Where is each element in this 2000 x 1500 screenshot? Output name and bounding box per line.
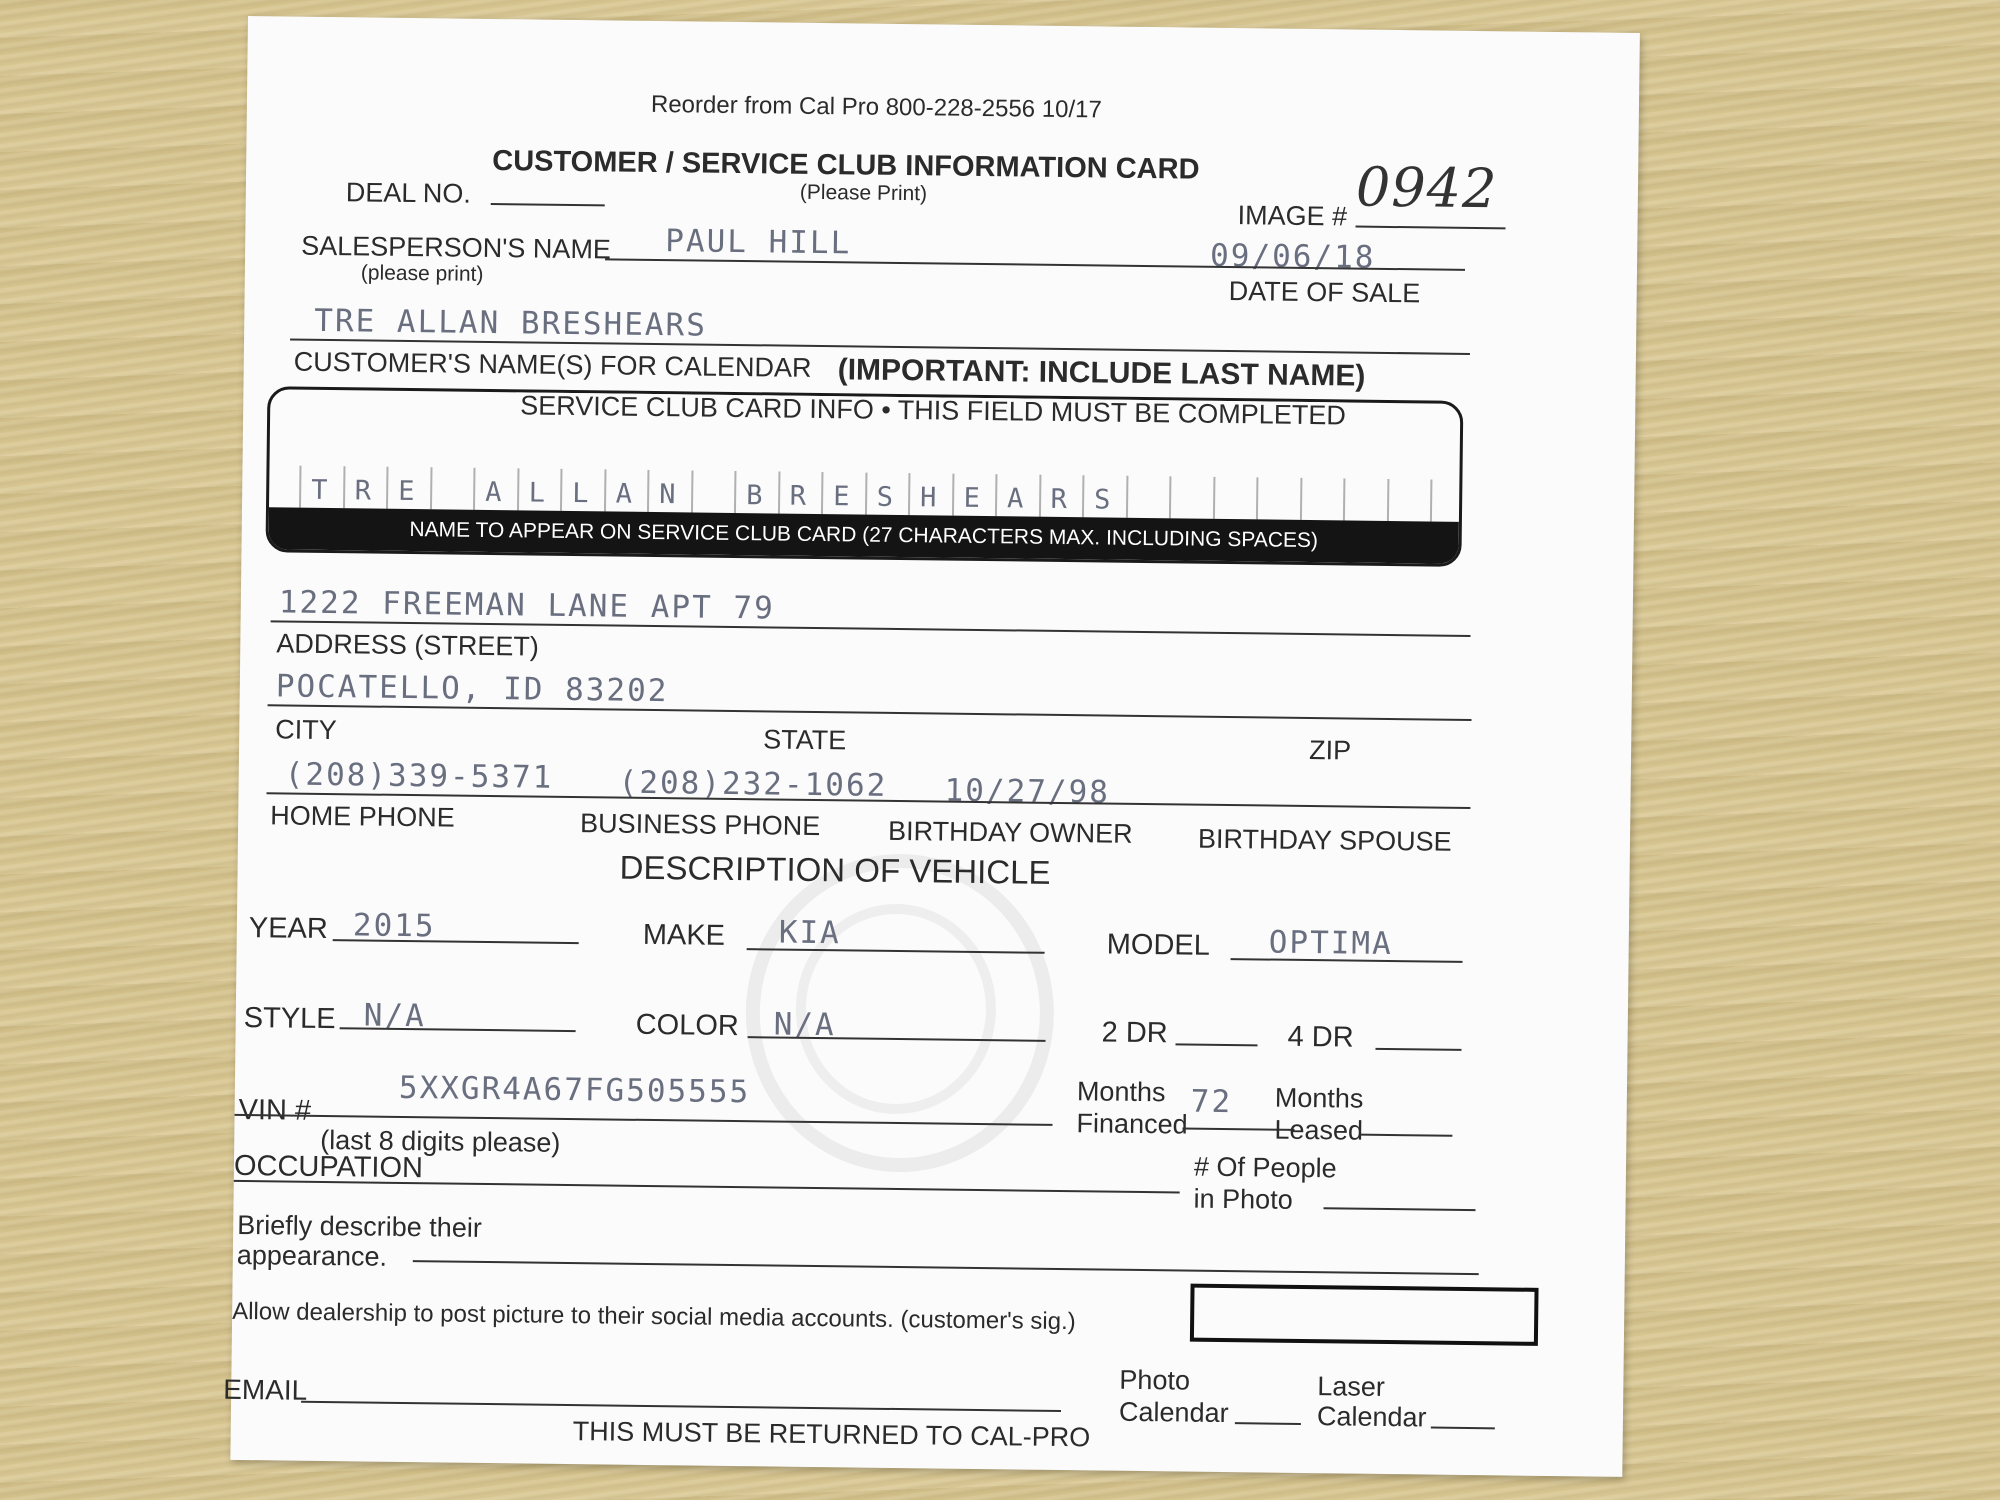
- image-label: IMAGE #: [1237, 200, 1348, 232]
- reorder-note: Reorder from Cal Pro 800-228-2556 10/17: [650, 90, 1103, 124]
- club-cell-divider: [473, 468, 476, 510]
- two-door-label: 2 DR: [1101, 1016, 1168, 1050]
- club-cell-divider: [429, 467, 432, 509]
- service-club-footer: NAME TO APPEAR ON SERVICE CLUB CARD (27 CHARACTERS MAX. INCLUDING SPACES): [268, 507, 1458, 564]
- club-letter: L: [528, 477, 546, 509]
- club-cell-divider: [386, 467, 389, 509]
- state-label: STATE: [763, 724, 847, 756]
- club-letter: R: [789, 480, 807, 512]
- home-phone-value: (208)339-5371: [284, 756, 554, 796]
- club-cell-divider: [342, 466, 345, 508]
- club-cell-divider: [516, 468, 519, 510]
- club-cell-divider: [690, 470, 693, 512]
- vin-label: VIN #: [238, 1093, 312, 1127]
- image-number-field[interactable]: [1355, 226, 1505, 230]
- vin-sub-label: (last 8 digits please): [320, 1124, 561, 1158]
- club-cell-divider: [864, 473, 867, 515]
- year-label: YEAR: [248, 912, 329, 946]
- club-cell-divider: [951, 474, 954, 516]
- customer-name-value: TRE ALLAN BRESHEARS: [314, 302, 708, 344]
- club-cell-divider: [1343, 478, 1346, 520]
- club-cell-divider: [1256, 477, 1259, 519]
- club-cell-divider: [995, 474, 998, 516]
- salesperson-label: SALESPERSON'S NAME: [301, 230, 612, 265]
- salesperson-value: PAUL HILL: [665, 223, 852, 262]
- vin-value: 5XXGR4A67FG505555: [398, 1069, 751, 1111]
- club-letter: E: [963, 482, 981, 514]
- make-label: MAKE: [642, 918, 726, 952]
- months-leased-field[interactable]: [1360, 1134, 1452, 1137]
- club-cell-divider: [299, 466, 302, 508]
- club-cell-divider: [1169, 476, 1172, 518]
- four-door-field[interactable]: [1375, 1048, 1461, 1051]
- laser-calendar-label-1: Laser: [1317, 1371, 1386, 1402]
- signature-box[interactable]: [1190, 1284, 1539, 1346]
- club-cell-divider: [1038, 475, 1041, 517]
- club-cell-divider: [1125, 476, 1128, 518]
- months-leased-label-1: Months: [1274, 1082, 1364, 1114]
- zip-label: ZIP: [1308, 735, 1352, 766]
- laser-calendar-field[interactable]: [1431, 1427, 1495, 1430]
- info-card: [223, 16, 1640, 1477]
- club-letter: E: [398, 475, 415, 508]
- vehicle-section-title: DESCRIPTION OF VEHICLE: [619, 848, 1051, 891]
- club-letter: R: [1050, 483, 1068, 516]
- club-letter: A: [1006, 483, 1024, 515]
- year-value: 2015: [352, 907, 436, 945]
- email-field[interactable]: [301, 1401, 1061, 1412]
- model-label: MODEL: [1106, 928, 1211, 962]
- club-cell-divider: [1430, 479, 1433, 521]
- club-letter: L: [572, 477, 589, 510]
- birthday-owner-label: BIRTHDAY OWNER: [887, 815, 1133, 849]
- business-phone-label: BUSINESS PHONE: [579, 808, 821, 842]
- months-financed-value: 72: [1190, 1083, 1233, 1121]
- club-cell-divider: [734, 471, 737, 513]
- club-cell-divider: [821, 472, 824, 514]
- club-cell-divider: [908, 473, 911, 515]
- months-financed-label-2: Financed: [1076, 1108, 1188, 1140]
- appearance-field[interactable]: [413, 1260, 1479, 1275]
- birthday-owner-value: 10/27/98: [944, 772, 1111, 811]
- months-leased-label-2: Leased: [1274, 1114, 1364, 1146]
- occupation-label: OCCUPATION: [233, 1149, 424, 1185]
- club-cell-divider: [1212, 477, 1215, 519]
- club-cell-divider: [560, 469, 563, 511]
- date-of-sale-label: DATE OF SALE: [1228, 276, 1421, 309]
- club-letter: T: [311, 474, 328, 507]
- people-in-photo-label-1: # Of People: [1193, 1151, 1337, 1184]
- occupation-field[interactable]: [234, 1180, 1180, 1194]
- model-value: OPTIMA: [1268, 924, 1393, 963]
- service-club-box: [265, 386, 1463, 567]
- club-cell-divider: [777, 472, 780, 514]
- months-financed-label-1: Months: [1076, 1076, 1166, 1108]
- photo-calendar-label-1: Photo: [1119, 1364, 1191, 1396]
- social-permission-text: Allow dealership to post picture to their social media accounts. (customer's sig.): [232, 1297, 1076, 1336]
- club-cell-divider: [1386, 479, 1389, 521]
- club-letter: A: [485, 476, 502, 509]
- photo-calendar-field[interactable]: [1235, 1422, 1301, 1425]
- customer-name-label: CUSTOMER'S NAME(S) FOR CALENDAR: [293, 346, 812, 383]
- color-value: N/A: [773, 1006, 836, 1044]
- club-cell-divider: [647, 470, 650, 512]
- city-value: POCATELLO, ID 83202: [275, 668, 669, 710]
- club-cell-divider: [1082, 475, 1085, 517]
- laser-calendar-label-2: Calendar: [1316, 1401, 1427, 1433]
- service-club-header: SERVICE CLUB CARD INFO • THIS FIELD MUST BE COMPLETED: [516, 390, 1350, 431]
- email-label: EMAIL: [223, 1373, 308, 1406]
- photo-calendar-label-2: Calendar: [1118, 1396, 1229, 1429]
- club-letter: N: [658, 479, 676, 511]
- form-title: CUSTOMER / SERVICE CLUB INFORMATION CARD: [492, 144, 1200, 186]
- important-note: (IMPORTANT: INCLUDE LAST NAME): [837, 353, 1366, 393]
- color-label: COLOR: [635, 1008, 740, 1043]
- return-note: THIS MUST BE RETURNED TO CAL-PRO: [572, 1416, 1091, 1453]
- address-value: 1222 FREEMAN LANE APT 79: [278, 584, 775, 627]
- club-cell-divider: [603, 469, 606, 511]
- style-value: N/A: [363, 997, 427, 1035]
- club-letter: S: [876, 481, 894, 513]
- deal-no-label: DEAL NO.: [345, 177, 472, 209]
- city-label: CITY: [275, 714, 337, 746]
- model-field[interactable]: [1231, 958, 1463, 963]
- four-door-label: 4 DR: [1287, 1020, 1354, 1054]
- home-phone-label: HOME PHONE: [270, 800, 455, 833]
- birthday-spouse-label: BIRTHDAY SPOUSE: [1197, 823, 1452, 857]
- image-number-handwritten: 0942: [1355, 155, 1498, 221]
- people-in-photo-field[interactable]: [1324, 1207, 1476, 1211]
- deal-no-field[interactable]: [491, 203, 605, 206]
- club-letter: H: [919, 482, 937, 514]
- club-letter: R: [354, 475, 372, 507]
- style-label: STYLE: [243, 1002, 336, 1036]
- please-print-note: (Please Print): [799, 180, 928, 206]
- club-letter: A: [615, 478, 633, 510]
- two-door-field[interactable]: [1175, 1043, 1257, 1046]
- make-value: KIA: [778, 914, 842, 952]
- salesperson-sub-label: (please print): [360, 261, 484, 286]
- address-label: ADDRESS (STREET): [276, 628, 540, 662]
- date-of-sale-value: 09/06/18: [1209, 237, 1376, 276]
- club-letter: S: [1093, 484, 1111, 516]
- appearance-label-1: Briefly describe their: [237, 1209, 483, 1243]
- club-cell-divider: [1299, 478, 1302, 520]
- people-in-photo-label-2: in Photo: [1193, 1183, 1293, 1215]
- appearance-label-2: appearance.: [236, 1239, 388, 1272]
- city-field[interactable]: [268, 704, 1472, 721]
- club-letter: E: [832, 481, 850, 513]
- business-phone-value: (208)232-1062: [618, 764, 888, 804]
- club-letter: B: [745, 480, 763, 512]
